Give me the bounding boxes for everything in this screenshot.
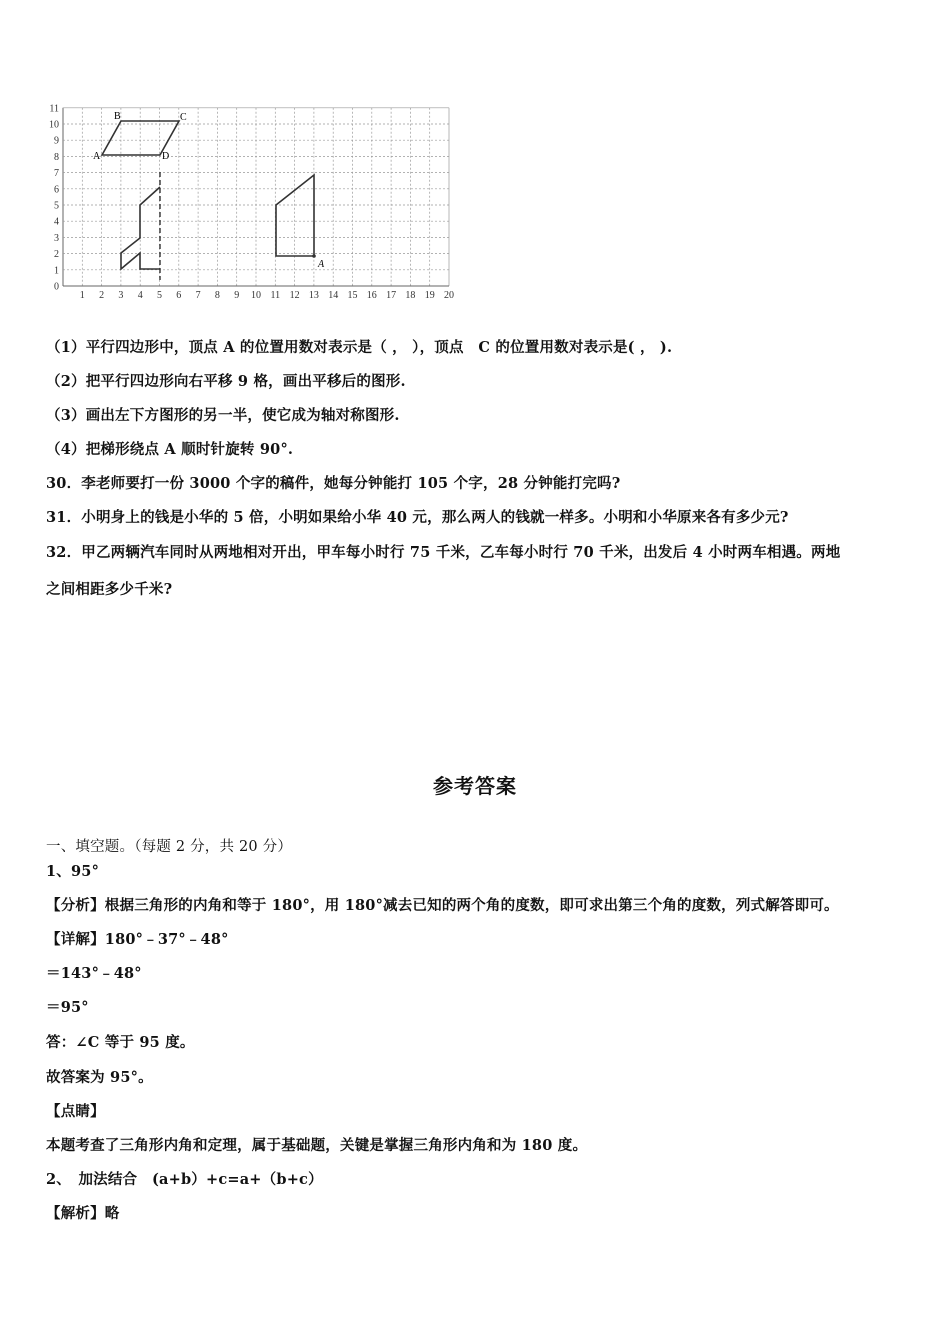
- y-tick-label: 2: [54, 249, 59, 261]
- y-tick-label: 4: [54, 216, 59, 228]
- x-tick-labels: [80, 290, 454, 301]
- answer-1-detail: 【详解】180°﹣37°﹣48°: [46, 931, 229, 948]
- x-tick-label: 2: [99, 290, 105, 301]
- answer-1-response: 答：∠C 等于 95 度。: [46, 1034, 195, 1051]
- question-32-line-2: 之间相距多少千米?: [46, 581, 173, 598]
- label-a-trapezoid: A: [318, 259, 325, 270]
- x-tick-label: 13: [308, 290, 319, 301]
- question-31: 31．小明身上的钱是小华的 5 倍，小明如果给小华 40 元，那么两人的钱就一样多。小明和小华原来各有多少元?: [46, 509, 789, 526]
- x-tick-label: 15: [347, 290, 358, 301]
- x-tick-label: 5: [157, 290, 162, 301]
- y-tick-label: 1: [54, 265, 59, 277]
- y-tick-label: 3: [54, 232, 59, 244]
- x-tick-label: 16: [366, 290, 377, 301]
- y-tick-label: 0: [54, 281, 59, 293]
- y-tick-label: 11: [49, 103, 59, 115]
- question-1-sub-3: （3）画出左下方图形的另一半，使它成为轴对称图形.: [46, 407, 400, 424]
- answer-1-point: 本题考查了三角形内角和定理，属于基础题，关键是掌握三角形内角和为 180 度。: [46, 1137, 588, 1154]
- question-32-line-1: 32．甲乙两辆汽车同时从两地相对开出，甲车每小时行 75 千米，乙车每小时行 70 千米，出发后 4 小时两车相遇。两地: [46, 544, 841, 561]
- x-tick-label: 14: [328, 290, 339, 301]
- x-tick-label: 10: [251, 290, 261, 301]
- answers-section-heading: 一、填空题。（每题 2 分，共 20 分）: [46, 839, 293, 855]
- y-tick-label: 9: [54, 135, 59, 147]
- x-tick-label: 9: [234, 290, 240, 301]
- x-tick-label: 4: [137, 290, 143, 301]
- answer-1: 1、95°: [46, 863, 100, 880]
- x-tick-label: 17: [386, 290, 397, 301]
- question-1-sub-2: （2）把平行四边形向右平移 9 格，画出平移后的图形.: [46, 373, 406, 390]
- answer-2-analysis: 【解析】略: [46, 1205, 120, 1222]
- x-tick-label: 1: [79, 290, 85, 301]
- x-tick-label: 18: [405, 290, 416, 301]
- x-tick-label: 20: [444, 290, 454, 301]
- label-b: B: [114, 111, 121, 122]
- x-tick-label: 3: [118, 290, 124, 301]
- y-tick-label: 8: [54, 151, 59, 163]
- y-tick-labels: [49, 103, 59, 292]
- answer-1-final: 故答案为 95°。: [46, 1069, 153, 1086]
- y-tick-label: 10: [49, 119, 59, 131]
- grid-svg: [44, 96, 460, 308]
- trapezoid-point-a: [312, 254, 316, 258]
- x-tick-label: 11: [270, 290, 281, 301]
- y-tick-label: 5: [54, 200, 59, 212]
- label-d: D: [162, 151, 170, 162]
- x-tick-label: 19: [424, 290, 435, 301]
- question-30: 30．李老师要打一份 3000 个字的稿件，她每分钟能打 105 个字，28 分钟能打完吗?: [46, 475, 621, 492]
- parallelogram-abcd: [102, 121, 179, 155]
- answers-title: 参考答案: [433, 774, 517, 798]
- x-tick-label: 6: [176, 290, 182, 301]
- x-tick-label: 8: [214, 290, 220, 301]
- question-1-sub-1: （1）平行四边形中，顶点 A 的位置用数对表示是（ ， ），顶点 C 的位置用数对表示是( ， ).: [46, 339, 673, 356]
- y-tick-label: 7: [54, 168, 59, 180]
- answer-1-step-1: ＝143°﹣48°: [46, 965, 142, 982]
- label-c: C: [180, 112, 187, 123]
- trapezoid: [276, 175, 314, 256]
- question-1-sub-4: （4）把梯形绕点 A 顺时针旋转 90°.: [46, 441, 294, 458]
- answer-2: 2、 加法结合 (a+b）+c=a+（b+c）: [46, 1171, 323, 1188]
- x-tick-label: 12: [289, 290, 300, 301]
- coordinate-grid-figure: [44, 96, 460, 308]
- answer-1-step-2: ＝95°: [46, 999, 89, 1016]
- x-tick-label: 7: [195, 290, 201, 301]
- answer-1-analysis: 【分析】根据三角形的内角和等于 180°，用 180°减去已知的两个角的度数，即可求出第三个角的度数，列式解答即可。: [46, 897, 839, 914]
- label-a: A: [93, 151, 101, 162]
- answer-1-point-heading: 【点睛】: [46, 1103, 105, 1120]
- y-tick-label: 6: [54, 184, 59, 196]
- half-symmetric-figure: [121, 187, 160, 269]
